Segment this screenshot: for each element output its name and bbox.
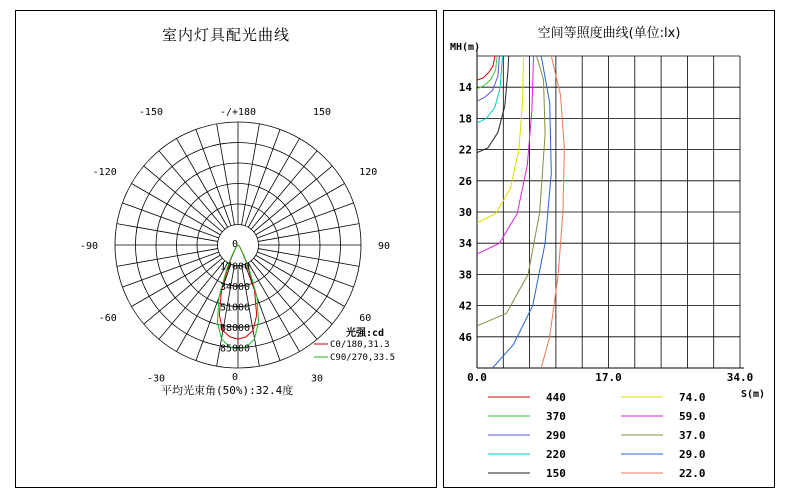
isolux-legend-label: 74.0 (679, 391, 706, 404)
isolux-y-tick-label: 30 (458, 206, 472, 219)
isolux-curve-37-0 (477, 56, 545, 326)
isolux-chart-plot (444, 11, 776, 489)
polar-angle-label: -90 (79, 241, 98, 252)
polar-grid-spoke (159, 261, 225, 340)
polar-radial-tick-label: 34000 (219, 282, 251, 293)
polar-legend-label: C0/180,31.3 (330, 340, 390, 350)
isolux-y-tick-label: 46 (458, 330, 472, 344)
isolux-chart-title: 空间等照度曲线(单位:lx) (537, 26, 681, 41)
polar-grid-spoke (254, 258, 333, 324)
polar-legend-title: 光强:cd (346, 328, 385, 339)
polar-angle-label: -120 (92, 167, 117, 178)
polar-angle-label: 30 (311, 373, 324, 385)
isolux-legend-label: 220 (546, 448, 566, 461)
isolux-legend-label: 59.0 (679, 410, 706, 423)
isolux-legend-label: 290 (546, 429, 566, 442)
polar-radial-tick-label: 68000 (219, 323, 251, 334)
polar-radial-tick-label: 17000 (219, 261, 251, 273)
polar-grid-spoke (144, 166, 223, 232)
isolux-x-tick-label: 34.0 (726, 371, 754, 384)
polar-grid-spoke (251, 151, 317, 230)
isolux-y-tick-label: 14 (458, 81, 472, 95)
polar-grid-spoke (144, 258, 223, 324)
polar-angle-label: -30 (146, 373, 165, 385)
polar-legend-label: C90/270,33.5 (330, 353, 396, 363)
isolux-legend-label: 37.0 (679, 429, 706, 442)
polar-beam-angle-note: 平均光束角(50%):32.4度 (161, 384, 294, 397)
isolux-curve-150 (477, 56, 509, 153)
polar-center-label: 0 (231, 239, 239, 250)
isolux-y-tick-label: 42 (458, 299, 472, 313)
isolux-y-tick-label: 38 (458, 268, 472, 282)
isolux-y-axis-label: MH(m) (450, 42, 481, 53)
isolux-y-tick-label: 18 (458, 112, 472, 126)
polar-radial-tick-label: 51000 (219, 302, 251, 314)
isolux-y-tick-label: 34 (458, 237, 472, 251)
polar-chart-panel (15, 10, 437, 488)
isolux-legend-label: 370 (546, 410, 566, 423)
isolux-chart-panel (443, 10, 775, 488)
isolux-x-tick-label: 0.0 (467, 371, 487, 384)
polar-angle-label: 60 (359, 313, 372, 324)
isolux-legend-label: 440 (546, 391, 566, 404)
polar-grid-spoke (159, 151, 225, 230)
isolux-y-tick-label: 22 (458, 143, 472, 157)
polar-angle-label: 0 (231, 372, 239, 383)
polar-angle-label: -60 (98, 313, 117, 324)
polar-radial-tick-label: 85000 (219, 343, 251, 355)
isolux-y-tick-label: 26 (458, 174, 472, 188)
isolux-curve-59-0 (477, 56, 534, 254)
polar-angle-label: 90 (378, 241, 391, 252)
polar-angle-label: -150 (138, 107, 163, 119)
polar-grid-spoke (251, 261, 317, 340)
isolux-legend-label: 29.0 (679, 448, 706, 461)
polar-angle-label: -/+180 (219, 107, 257, 118)
isolux-legend-label: 22.0 (679, 467, 706, 480)
isolux-x-axis-label: S(m) (741, 389, 766, 400)
isolux-legend-label: 150 (546, 467, 566, 480)
polar-grid-spoke (254, 166, 333, 232)
polar-chart-title: 室内灯具配光曲线 (161, 26, 290, 44)
polar-chart-plot (16, 11, 438, 489)
polar-angle-label: 150 (313, 107, 332, 119)
polar-angle-label: 120 (359, 167, 378, 178)
isolux-x-tick-label: 17.0 (595, 371, 622, 384)
